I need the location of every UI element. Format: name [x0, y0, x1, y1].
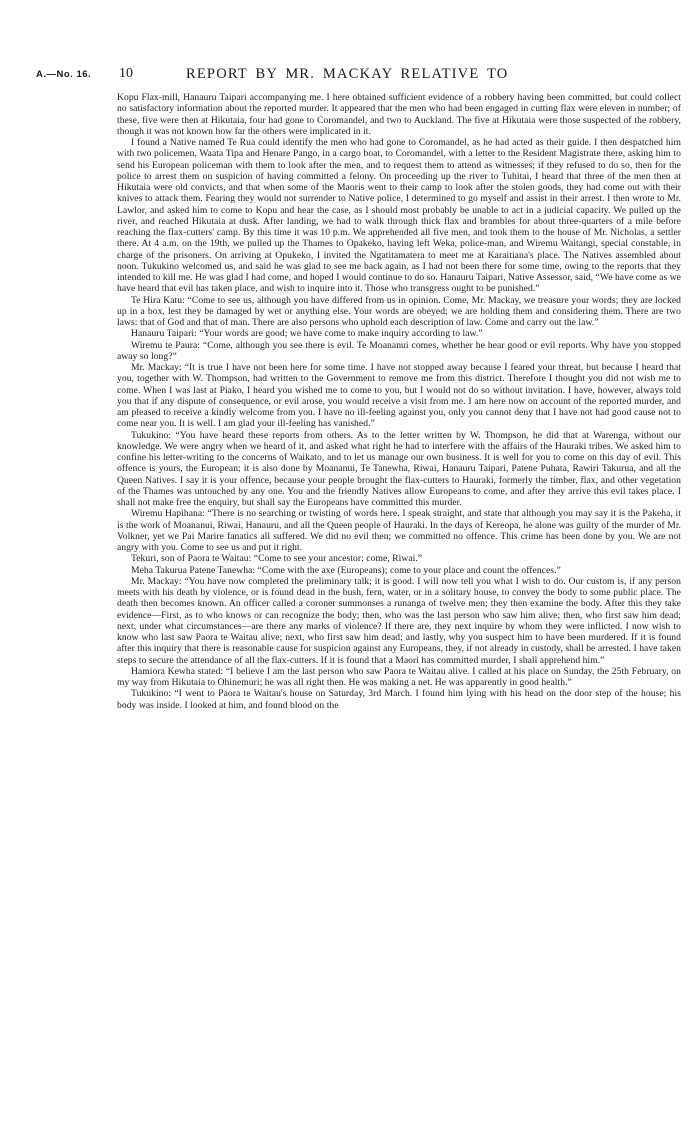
paragraph-10: Meha Takurua Patene Tanewha: “Come with the axe (Europeans); come to your place and count the offences.”: [131, 564, 561, 576]
paragraph-9: Tekuri, son of Paora te Waitau: “Come to see your ancestor; come, Riwai.”: [131, 553, 423, 565]
paragraph-3: Te Hira Katu: “Come to see us, although you have differed from us in opinion. Come, Mr. Mackay, we treasure your words; they are locked up in a box, lest they be damaged by wet or anything else. Your words are obeyed; we are holding them and considering them. There are two laws: that of God and that of man. There are also persons who uphold each description of law. Come and carry out the law.”: [117, 294, 681, 328]
report-body: [117, 92, 681, 711]
paragraph-12: Hamiora Kewha stated: “I believe I am the last person who saw Paora te Waitau alive. I called at his place on Sunday, the 25th February, on my way from Hikutaia to Ohinemuri; he was all right then. He was making a net. He was apparently in good health.”: [117, 665, 681, 688]
page-number: 10: [119, 66, 133, 81]
paragraph-2: I found a Native named Te Rua could identify the men who had gone to Coromandel, as he had acted as their guide. I then despatched him with two policemen, Waata Tipa and Henare Pango, in a cargo boat, to Coromandel, with a letter to the Resident Magistrate there, asking him to send his European policeman with them to look after the men, and to request them to attend as witnesses; if they refused to do so, then for the police to arrest them on suspicion of having committed a felony. On proceeding up the river to Tuhitai, I heard that three of the men then at Hikutaia were old convicts, and that when some of the Maoris went to their camp to look after the stolen goods, they had come out with their knives to attack them. Fearing they would not surrender to Native police, I determined to go myself and assist in their arrest. I then wrote to Mr. Lawlor, and asked him to come to Kopu and hear the case, as I should most probably be unable to act in a judicial capacity. We pulled up the river, and reached Hikutaia at dusk. After landing, we had to walk through thick flax and brambles for about three-quarters of a mile before reaching the flax-cutters' camp. By this time it was 10 p.m. We apprehended all five men, and took them to the house of Mr. Nicholas, a settler there. At 4 a.m. on the 19th, we pulled up the Thames to Opakeko, having left Weka, police-man, and Wiremu Waitangi, special constable, in charge of the prisoners. On arriving at Opukeko, I invited the Ngatitamatera to meet me at Karaitiana's place. The Natives assembled about noon. Tukukino welcomed us, and said he was glad to see me back again, as I had not been there for some time, owing to the reports that they intended to kill me. He was glad I had come, and hoped I would continue to do so. Hanauru Taipari, Native Assessor, said, “We have come as we have heard that evil has taken place, and wish to inquire into it. Those who transgress ought to be punished.”: [117, 137, 681, 295]
paragraph-7: Tukukino: “You have heard these reports from others. As to the letter written by W. Thompson, he did that at Warenga, without our knowledge. We were angry when we heard of it, and asked what right he had to interfere with the affairs of the Hauraki tribes. We asked him to confine his letter-writing to the concerns of Waikato, and to let us manage our own business. It is well for you to come on this day of evil. This offence is yours, the European; it is also done by Moananui, Te Tanewha, Riwai, Hanauru Taipari, Patene Puhata, Rawiri Takurua, and all the Queen Natives. I say it is your offence, because your people brought the flax-cutters to Hauraki, formerly the timber, flax, and other vegetation of the Thames was untouched by any one. You and the friendly Natives allow Europeans to come, and after they arrive this evil takes place. I shall not make free the enquiry, but shall say the Europeans have committed this murder.: [117, 429, 681, 508]
paper-reference: A.—No. 16.: [36, 69, 92, 80]
paragraph-1: Kopu Flax-mill, Hanauru Taipari accompanying me. I here obtained sufficient evidence of a robbery having been committed, but could collect no satisfactory information about the reported murder. It appeared that the men who had been engaged in cutting flax were eleven in number; of these, five were then at Hikutaia, four had gone to Coromandel, and two to Auckland. The five at Hikutaia were those suspected of the robbery, though it was not known how far the others were implicated in it.: [117, 92, 681, 137]
running-title: REPORT BY MR. MACKAY RELATIVE TO: [186, 66, 509, 82]
paragraph-11: Mr. Mackay: “You have now completed the preliminary talk; it is good. I will now tell you what I wish to do. Our custom is, if any person meets with his death by violence, or is found dead in the bush, fern, water, or in a solitary house, to convey the body to some public place. The death then becomes known. An officer called a coroner summonses a runanga of twelve men; they then examine the body. After this they take evidence—First, as to who knows or can recognize the body; then, who was the last person who saw him alive; then, who first saw him dead; next, under what circumstances—are there any marks of violence? If there are, they next inquire by whom they were inflicted. I now wish to know who last saw Paora te Waitau alive; next, who first saw him dead; and lastly, why you suspect him to have been murdered. If it is found after this inquiry that there is reasonable cause for suspicion against any Europeans, they, if not already in custody, shall be arrested. I have taken steps to secure the attendance of all the flax-cutters. If it is found that a Maori has committed murder, I shall apprehend him.”: [117, 575, 681, 666]
paragraph-13: Tukukino: “I went to Paora te Waitau's house on Saturday, 3rd March. I found him lying with his head on the door step of the house; his body was inside. I looked at him, and found blood on the: [117, 688, 681, 711]
paragraph-8: Wiremu Hapihana: “There is no searching or twisting of words here. I speak straight, and state that although you may say it is the Pakeha, it is the work of Moananui, Riwai, Hanauru, and all the Queen people of Hauraki. In the days of Kereopa, he alone was guilty of the murder of Mr. Volkner, yet we Pai Marire fanatics all suffered. We did no evil then; we committed no offence. This crime has been done by you. We are not angry with you. Come to see us and put it right.: [117, 508, 681, 553]
page-header: [36, 66, 660, 86]
paragraph-4: Hanauru Taipari: “Your words are good; we have come to make inquiry according to law.”: [131, 328, 483, 340]
paragraph-5: Wiremu te Paura: “Come, although you see there is evil. Te Moananui comes, whether he hear good or evil reports. Why have you stopped away so long?”: [117, 339, 681, 362]
paragraph-6: Mr. Mackay: “It is true I have not been here for some time. I have not stopped away because I feared your threat, but because I heard that you, together with W. Thompson, had written to the Government to remove me from this district. Therefore I thought you did not wish me to come. When I was last at Piako, I heard you wished me to come to you, but I would not do so without invitation. I have, however, always told you that if any dispute of consequence, or evil arose, you would receive a visit from me. I am here now on account of the reported murder, and am pleased to receive a kindly welcome from you. I have no ill-feeling against you, only you cannot deny that I have not had good cause not to come near you. It is well. I am glad your ill-feeling has vanished.”: [117, 362, 681, 430]
